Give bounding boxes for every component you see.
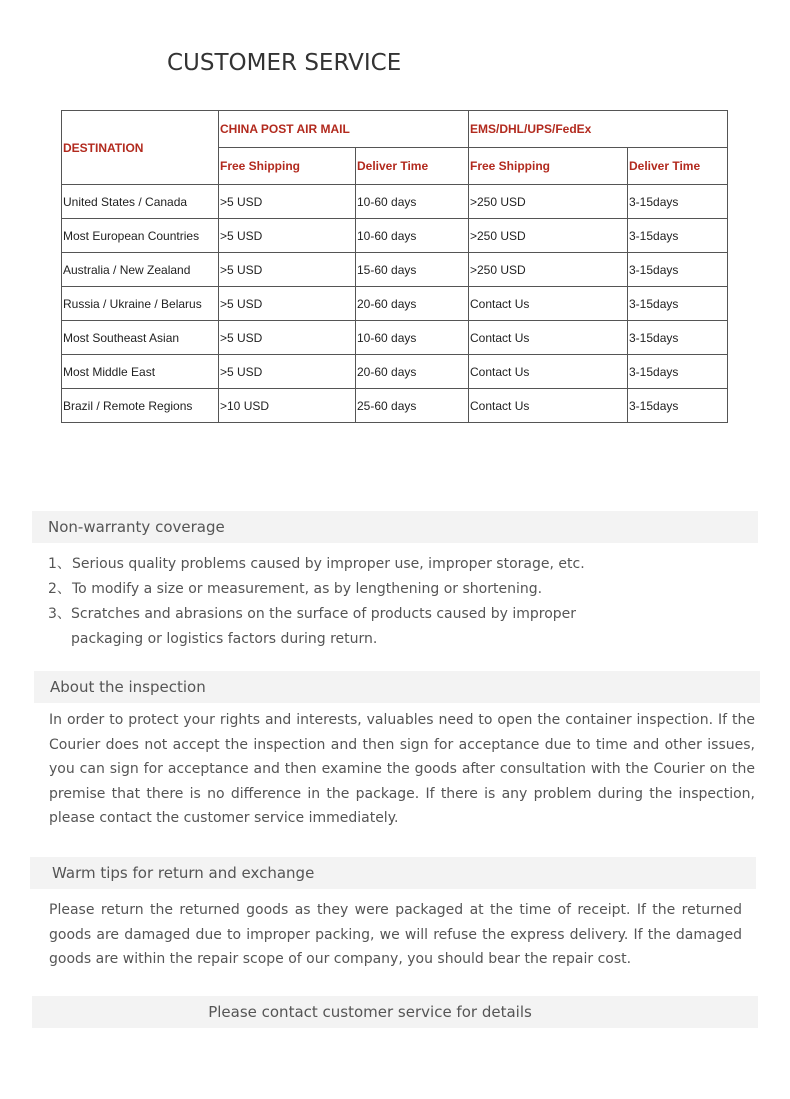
inspection-body: In order to protect your rights and interests, valuables need to open the container inspection. If the Courier does not accept the inspection and then sign for acceptance due to time and other issues, you can sign for acceptance and then examine the goods after consultation with the Courier on the premise that there is no difference in the package. If there is any problem during the inspection, please contact the customer service immediately. [49, 712, 755, 826]
list-item [48, 602, 608, 652]
table-cell: >5 USD [219, 287, 356, 321]
list-number: 1、 [48, 556, 71, 572]
table-cell: Most Middle East [62, 355, 219, 389]
table-row [62, 219, 728, 253]
list-number: 2、 [48, 581, 71, 597]
table-cell: Most European Countries [62, 219, 219, 253]
table-cell: 3-15days [628, 253, 728, 287]
section-header-inspection [34, 671, 760, 703]
carrier-header-express: EMS/DHL/UPS/FedEx [469, 111, 728, 148]
section-heading: Non-warranty coverage [48, 518, 225, 536]
table-cell: 10-60 days [356, 321, 469, 355]
list-number: 3、 [48, 606, 71, 622]
table-cell: Most Southeast Asian [62, 321, 219, 355]
table-row [62, 321, 728, 355]
table-row [62, 287, 728, 321]
table-cell: 3-15days [628, 321, 728, 355]
table-cell: 3-15days [628, 185, 728, 219]
table-row [62, 389, 728, 423]
page-title: CUSTOMER SERVICE [167, 50, 402, 76]
table-cell: 10-60 days [356, 185, 469, 219]
list-text: Scratches and abrasions on the surface of products caused by improper [71, 606, 577, 622]
table-cell: >5 USD [219, 355, 356, 389]
list-item [48, 552, 608, 577]
section-heading: Warm tips for return and exchange [52, 864, 315, 882]
footer-bar [32, 996, 758, 1028]
section-header-non-warranty [32, 511, 758, 543]
table-cell: >5 USD [219, 321, 356, 355]
sub-header: Free Shipping [469, 148, 628, 185]
list-text-continued: packaging or logistics factors during return. [71, 631, 378, 647]
table-cell: 3-15days [628, 389, 728, 423]
table-cell: Contact Us [469, 287, 628, 321]
table-cell: Contact Us [469, 355, 628, 389]
list-text: Serious quality problems caused by improper use, improper storage, etc. [72, 556, 585, 572]
table-cell: >5 USD [219, 185, 356, 219]
table-cell: Russia / Ukraine / Belarus [62, 287, 219, 321]
table-cell: 3-15days [628, 355, 728, 389]
table-cell: >250 USD [469, 185, 628, 219]
list-item [48, 577, 608, 602]
table-cell: >5 USD [219, 253, 356, 287]
table-cell: >250 USD [469, 253, 628, 287]
table-cell: Contact Us [469, 321, 628, 355]
sub-header: Free Shipping [219, 148, 356, 185]
sub-header: Deliver Time [628, 148, 728, 185]
section-heading: About the inspection [50, 678, 206, 696]
table-cell: 15-60 days [356, 253, 469, 287]
table-cell: Contact Us [469, 389, 628, 423]
sub-header: Deliver Time [356, 148, 469, 185]
table-cell: 10-60 days [356, 219, 469, 253]
table-cell: Brazil / Remote Regions [62, 389, 219, 423]
table-cell: 20-60 days [356, 287, 469, 321]
footer-text: Please contact customer service for details [208, 1003, 532, 1021]
table-cell: 3-15days [628, 287, 728, 321]
table-row [62, 253, 728, 287]
table-row [62, 355, 728, 389]
table-cell: United States / Canada [62, 185, 219, 219]
returns-body: Please return the returned goods as they were packaged at the time of receipt. If the returned goods are damaged due to improper packing, we will refuse the express delivery. If the damaged goods are within the repair scope of our company, you should bear the repair cost. [49, 902, 742, 967]
table-row [62, 185, 728, 219]
destination-header: DESTINATION [62, 111, 219, 185]
section-header-returns [30, 857, 756, 889]
shipping-table [61, 110, 728, 423]
list-text: To modify a size or measurement, as by lengthening or shortening. [72, 581, 543, 597]
table-cell: >250 USD [469, 219, 628, 253]
table-cell: Australia / New Zealand [62, 253, 219, 287]
carrier-header-china-post: CHINA POST AIR MAIL [219, 111, 469, 148]
table-cell: 20-60 days [356, 355, 469, 389]
table-cell: 25-60 days [356, 389, 469, 423]
table-cell: >10 USD [219, 389, 356, 423]
table-cell: 3-15days [628, 219, 728, 253]
table-cell: >5 USD [219, 219, 356, 253]
